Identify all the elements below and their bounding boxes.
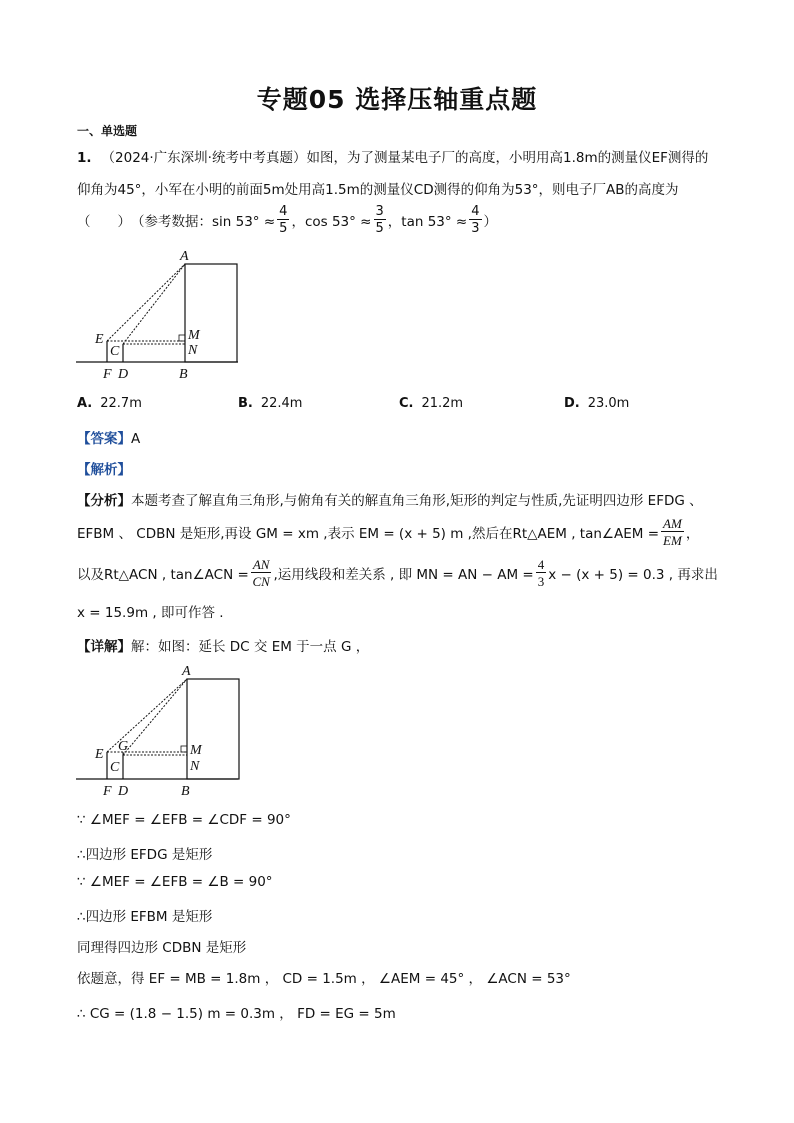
label-D: D — [118, 367, 129, 382]
detail-tag: 【详解】 — [77, 639, 131, 655]
question-number: 1. — [77, 150, 92, 166]
fraction-4-3: $\frac{4}{3}$ — [537, 557, 545, 589]
label-N: N — [190, 759, 200, 774]
step-5: 同理得四边形 CDBN 是矩形 — [77, 940, 247, 956]
fraction-an-cn: $\frac{AN}{CN}$ — [252, 557, 270, 589]
label-B: B — [179, 367, 188, 382]
step-4: ∴四边形 EFBM 是矩形 — [77, 909, 213, 925]
fenxi-line-1: 【分析】本题考查了解直角三角形,与俯角有关的解直角三角形,矩形的判定与性质,先证明四边形 EFDG 、 — [77, 493, 703, 509]
label-E: E — [95, 747, 104, 762]
question-text-1: 如图，为了测量某电子厂的高度，小明用高1.8m的测量仪EF测得的 — [306, 150, 709, 166]
fenxi-line-2: EFBM 、 CDBN 是矩形,再设 GM = xm ,表示 EM = (x + 5) m ,然后在Rt△AEM , tan∠AEM = $\frac{AM}{EM}$ ， — [77, 516, 700, 548]
section-heading: 一、单选题 — [77, 124, 138, 138]
label-D: D — [118, 784, 129, 799]
option-d[interactable]: D. 23.0m — [564, 396, 630, 411]
step-7: ∴ CG = (1.8 − 1.5) m = 0.3m ， FD = EG = 5m — [77, 1006, 396, 1022]
step-3: ∵ ∠MEF = ∠EFB = ∠B = 90° — [77, 874, 273, 890]
tan-fraction: $\frac{4}{3}$ — [471, 204, 480, 236]
question-source: （2024·广东深圳·统考中考真题） — [101, 150, 307, 166]
question-line-3 — [77, 200, 497, 240]
label-A: A — [182, 664, 191, 679]
cos-label: ，cos 53° ≈ — [291, 214, 372, 230]
label-F: F — [103, 784, 112, 799]
question-diagram — [70, 245, 250, 385]
cos-fraction: $\frac{3}{5}$ — [375, 204, 384, 236]
detail-line: 【详解】解：如图：延长 DC 交 EM 于一点 G ， — [77, 639, 370, 655]
answer-value: A — [131, 431, 141, 447]
fraction-am-em: $\frac{AM}{EM}$ — [663, 516, 682, 548]
step-1: ∵ ∠MEF = ∠EFB = ∠CDF = 90° — [77, 812, 291, 828]
analysis-tag: 【解析】 — [77, 462, 131, 478]
question-line-1 — [77, 146, 708, 166]
ref-label: （参考数据：sin 53° ≈ — [131, 214, 276, 230]
sin-fraction: $\frac{4}{5}$ — [279, 204, 288, 236]
page-title: 专题05 选择压轴重点题 — [256, 85, 538, 114]
step-2: ∴四边形 EFDG 是矩形 — [77, 847, 213, 863]
option-b[interactable]: B. 22.4m — [238, 396, 303, 411]
step-6: 依题意，得 EF = MB = 1.8m ， CD = 1.5m ， ∠AEM = 45° ， ∠ACN = 53° — [77, 971, 571, 987]
answer-line — [77, 427, 140, 447]
label-C: C — [110, 760, 120, 775]
label-M: M — [190, 743, 202, 758]
ref-end: ） — [483, 214, 498, 230]
option-c[interactable]: C. 21.2m — [399, 396, 464, 411]
label-C: C — [110, 344, 120, 359]
label-F: F — [103, 367, 112, 382]
answer-paren: （ ） — [77, 214, 131, 230]
fenxi-line-4: x = 15.9m , 即可作答 . — [77, 605, 224, 621]
label-E: E — [95, 332, 104, 347]
label-G: G — [118, 739, 129, 754]
tan-label: ，tan 53° ≈ — [387, 214, 468, 230]
label-B: B — [181, 784, 190, 799]
question-line-2: 仰角为45°，小军在小明的前面5m处用高1.5m的测量仪CD测得的仰角为53°，则电子厂AB的高度为 — [77, 182, 679, 198]
label-M: M — [188, 328, 200, 343]
label-N: N — [188, 343, 198, 358]
option-a[interactable]: A. 22.7m — [77, 396, 142, 411]
answer-tag: 【答案】 — [77, 431, 131, 447]
fenxi-tag: 【分析】 — [77, 493, 131, 509]
fenxi-line-3: 以及Rt△ACN , tan∠ACN = $\frac{AN}{CN}$ ,运用线段和差关系 , 即 MN = AN − AM = $\frac{4}{3}$ x − (x + 5) = 0.3 , 再求出 — [77, 557, 718, 589]
solution-diagram — [70, 660, 250, 800]
label-A: A — [180, 249, 189, 264]
